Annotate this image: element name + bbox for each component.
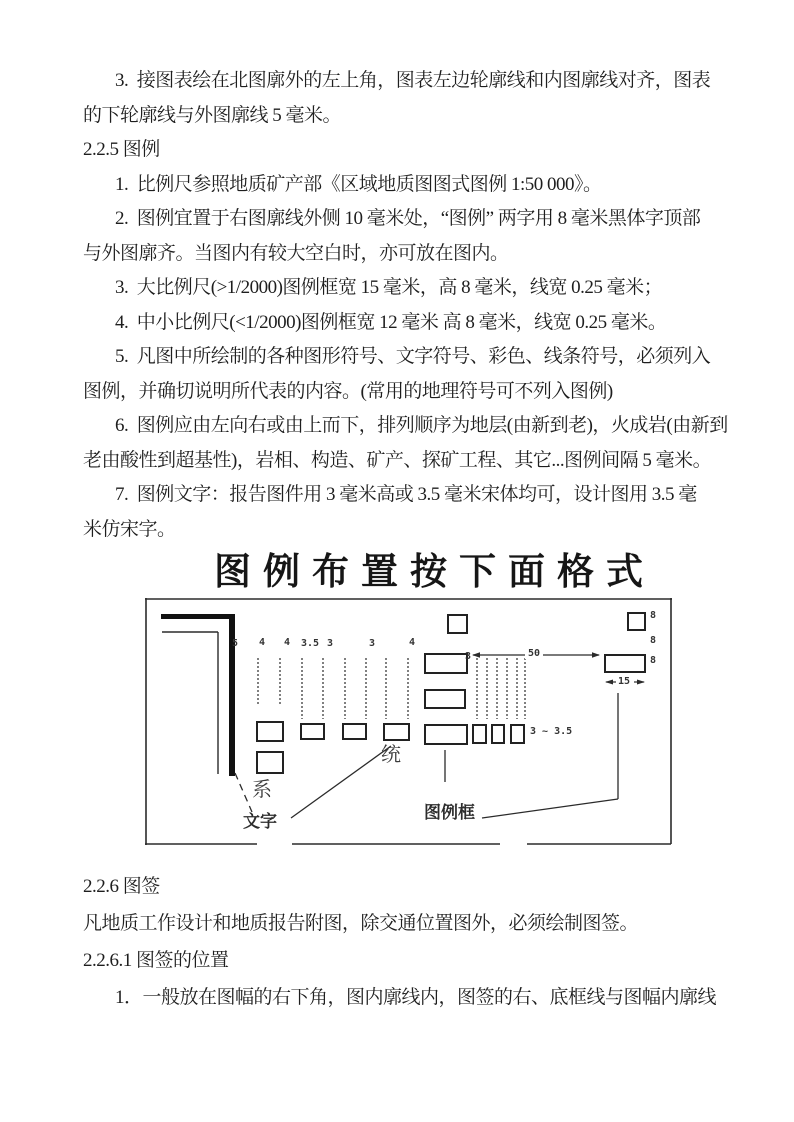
- body-text-bottom: [83, 868, 743, 1016]
- dim-label-5: 5: [232, 638, 239, 649]
- dim-label-3a: 3: [327, 638, 334, 649]
- paragraph-line: 6. 图例应由左向右或由上而下，排列顺序为地层(由新到老)，火成岩(由新到: [115, 415, 728, 436]
- paragraph-line: 2. 图例宜置于右图廓线外侧 10 毫米处，“图例” 两字用 8 毫米黑体字顶部: [115, 208, 701, 229]
- dotted-guides-middle: [477, 658, 525, 719]
- body-text-top: [83, 64, 743, 547]
- dim-label-8b: 8: [650, 635, 657, 646]
- map-border-corner-inner: [162, 632, 218, 774]
- pointer-legend-frame-diagonal: [482, 799, 618, 818]
- paragraph-line: 图例，并确切说明所代表的内容。(常用的地理符号可不列入图例): [83, 380, 613, 402]
- dim-label-4a: 4: [259, 637, 266, 648]
- dim-label-4c: 4: [409, 637, 416, 648]
- paragraph-line: 4. 中小比例尺(<1/2000)图例框宽 12 毫米 高 8 毫米，线宽 0.25 毫米。: [115, 311, 667, 333]
- paragraph-line: 3. 接图表绘在北图廓外的左上角，图表左边轮廓线和内图廓线对齐，图表: [115, 70, 711, 91]
- dotted-guides-left: [258, 658, 408, 719]
- epoch-label: 统: [381, 744, 401, 766]
- dim-label-3-5: 3.5: [301, 638, 320, 649]
- section-heading-2261: 2.2.6.1 图签的位置: [83, 950, 229, 971]
- pointer-text-diagonal: [291, 746, 391, 818]
- diagram-geometry: [145, 598, 672, 845]
- paragraph-line: 的下轮廓线与外图廓线 5 毫米。: [83, 104, 342, 126]
- figure-title: 图例布置按下面格式: [214, 552, 655, 593]
- paragraph-line: 3. 大比例尺(>1/2000)图例框宽 15 毫米，高 8 毫米，线宽 0.25 毫米；: [115, 277, 663, 298]
- map-border-corner-thick: [161, 614, 235, 776]
- paragraph-line: 1．一般放在图幅的右下角，图内廓线内，图签的右、底框线与图幅内廓线: [115, 987, 717, 1008]
- paragraph-line: 1. 比例尺参照地质矿产部《区域地质图图式图例 1:50 000》。: [115, 173, 602, 195]
- dim-label-50: 50: [525, 649, 543, 659]
- paragraph-line: 米仿宋字。: [83, 518, 176, 540]
- pointer-text-dashed: [235, 773, 252, 812]
- section-heading-226: 2.2.6 图签: [83, 876, 160, 897]
- paragraph-line: 凡地质工作设计和地质报告附图，除交通位置图外，必须绘制图签。: [83, 913, 639, 934]
- dim-label-8a: 8: [650, 610, 657, 621]
- paragraph-line: 老由酸性到超基性)，岩相、构造、矿产、探矿工程、其它...图例间隔 5 毫米。: [83, 449, 712, 471]
- dim-label-8c: 8: [650, 655, 657, 666]
- legend-frame-label: 图例框: [424, 803, 475, 823]
- dim-label-15: 15: [618, 676, 631, 687]
- dim-label-4b: 4: [284, 637, 291, 648]
- paragraph-line: 7. 图例文字：报告图件用 3 毫米高或 3.5 毫米宋体均可，设计图用 3.5 毫: [115, 484, 697, 505]
- dim-label-3-to-3-5: 3 ~ 3.5: [530, 726, 573, 737]
- section-heading-225: 2.2.5 图例: [83, 139, 160, 160]
- legend-boxes: [257, 613, 645, 773]
- legend-layout-diagram: [145, 598, 672, 845]
- paragraph-line: 与外图廓齐。当图内有较大空白时，亦可放在图内。: [83, 242, 509, 264]
- dim-label-3b: 3: [369, 638, 376, 649]
- dim-label-3c: 3: [465, 651, 472, 662]
- series-label: 系: [252, 779, 272, 801]
- text-label: 文字: [243, 812, 277, 832]
- paragraph-line: 5. 凡图中所绘制的各种图形符号、文字符号、彩色、线条符号，必须列入: [115, 346, 711, 367]
